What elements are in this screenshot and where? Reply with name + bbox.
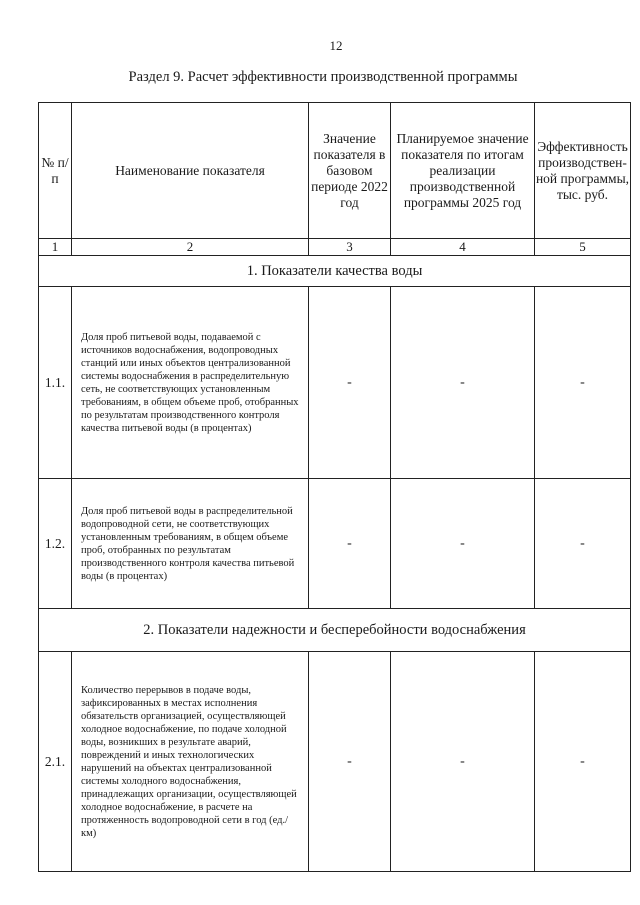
section-row (39, 256, 631, 287)
planned-value: - (391, 479, 535, 609)
header-indicator-name: Наименование показателя (72, 103, 309, 239)
efficiency-value: - (535, 287, 631, 479)
column-number: 5 (535, 239, 631, 256)
row-number: 2.1. (39, 652, 72, 872)
page-number: 12 (329, 38, 343, 53)
table-row (39, 652, 631, 872)
header-planned-value: Планируемое значение показателя по итогам реализации производственной программы 2025 год (391, 103, 535, 239)
table-row (39, 479, 631, 609)
column-numbers-row (39, 239, 631, 256)
header-row (39, 103, 631, 239)
section-heading: 1. Показатели качества воды (39, 256, 631, 287)
base-value: - (309, 479, 391, 609)
header-base-value: Значение показателя в базовом периоде 2022 год (309, 103, 391, 239)
column-number: 3 (309, 239, 391, 256)
base-value: - (309, 652, 391, 872)
row-number: 1.1. (39, 287, 72, 479)
efficiency-table-wrapper (38, 102, 630, 872)
header-efficiency: Эффективность производствен-ной программы, тыс. руб. (535, 103, 631, 239)
column-number: 4 (391, 239, 535, 256)
row-number: 1.2. (39, 479, 72, 609)
header-number: № п/п (39, 103, 72, 239)
section-heading: 2. Показатели надежности и бесперебойности водоснабжения (39, 609, 631, 652)
column-number: 1 (39, 239, 72, 256)
column-number: 2 (72, 239, 309, 256)
efficiency-value: - (535, 479, 631, 609)
table-row (39, 287, 631, 479)
efficiency-table (38, 102, 631, 872)
planned-value: - (391, 287, 535, 479)
section-row (39, 609, 631, 652)
indicator-name: Количество перерывов в подаче воды, зафиксированных в местах исполнения обязательств организацией, осуществляющей холодное водоснабжение, по подаче холодной воды, возникших в результате аварий, повреждений и иных технологических нарушений на объектах централизованной системы холодного водоснабжения, принадлежащих организации, осуществляющей холодное водоснабжение, в расчете на протяженность водопроводной сети в год (ед./км) (72, 652, 309, 872)
section-title: Раздел 9. Расчет эффективности производственной программы (128, 69, 518, 85)
efficiency-value: - (535, 652, 631, 872)
indicator-name: Доля проб питьевой воды в распределительной водопроводной сети, не соответствующих установленным требованиям, в общем объеме проб, отобранных по результатам производственного контроля качества питьевой воды (в процентах) (72, 479, 309, 609)
base-value: - (309, 287, 391, 479)
indicator-name: Доля проб питьевой воды, подаваемой с источников водоснабжения, водопроводных станций или иных объектов централизованной системы водоснабжения в распределительную сеть, не соответствующих установленным требованиям, в общем объеме проб, отобранных по результатам производственного контроля качества питьевой воды (в процентах) (72, 287, 309, 479)
planned-value: - (391, 652, 535, 872)
